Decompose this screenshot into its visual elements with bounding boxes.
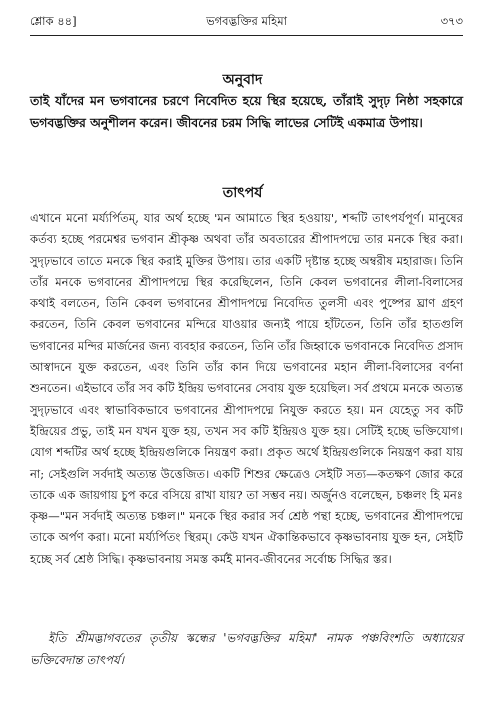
verse-reference: শ্লোক ৪৪]: [30, 13, 77, 28]
running-title: ভগবদ্ভক্তির মহিমা: [206, 13, 287, 28]
purport-text: এখানে মনো মর্য্যর্পিতম্, যার অর্থ হচ্ছে 'মন আমাতে স্থির হওয়ায়', শব্দটি তাৎপর্যপূর্ণ। মানুষের কর্তব্য হচ্ছে পরমেশ্বর ভগবান শ্রীকৃষ্ণ অথবা তাঁর অবতারের শ্রীপাদপদ্মে তার মনকে স্থির করা। সুদৃঢ়ভাবে তাতে মনকে স্থির করাই মুক্তির উপায়। তার একটি দৃষ্টান্ত হচ্ছে অম্বরীষ মহারাজ। তিনি তাঁর মনকে ভগবানের শ্রীপাদপদ্মে স্থির করেছিলেন, তিনি কেবল ভগবানের লীলা-বিলাসের কথাই বলতেন, তিনি কেবল ভগবানের শ্রীপাদপদ্মে নিবেদিত তুলসী এবং পুষ্পের ঘ্রাণ গ্রহণ করতেন, তিনি কেবল ভগবানের মন্দিরে যাওয়ার জন্যই পায়ে হাঁটতেন, তিনি তাঁর হাতগুলি ভগবানের মন্দির মার্জনের জন্য ব্যবহার করতেন, তিনি তাঁর জিহ্বাকে ভগবানকে নিবেদিত প্রসাদ আস্বাদনে যুক্ত করতেন, এবং তিনি তাঁর কান দিয়ে ভগবানের মহান লীলা-বিলাসের বর্ণনা শুনতেন। এইভাবে তাঁর সব কটি ইন্দ্রিয় ভগবানের সেবায় যুক্ত হয়েছিল। সর্ব প্রথমে মনকে অত্যন্ত সুদৃঢ়ভাবে এবং স্বাভাবিকভাবে ভগবানের শ্রীপাদপদ্মে নিযুক্ত করতে হয়। মন যেহেতু সব কটি ইন্দ্রিয়ের প্রভু, তাই মন যখন যুক্ত হয়, তখন সব কটি ইন্দ্রিয়ও যুক্ত হয়। সেটিই হচ্ছে ভক্তিযোগ। যোগ শব্দটির অর্থ হচ্ছে ইন্দ্রিয়গুলিকে নিয়ন্ত্রণ করা। প্রকৃত অর্থে ইন্দ্রিয়গুলিকে নিয়ন্ত্রণ করা যায় না; সেইগুলি সর্বদাই অত্যন্ত উত্তেজিত। একটি শিশুর ক্ষেত্রেও সেইটি সত্য—কতক্ষণ জোর করে তাকে এক জায়গায় চুপ করে বসিয়ে রাখা যায়? তা সম্ভব নয়। অর্জুনও বলেছেন, চঞ্চলং হি মনঃ কৃষ্ণ—"মন সর্বদাই অত্যন্ত চঞ্চল।" মনকে স্থির করার সর্ব শ্রেষ্ঠ পন্থা হচ্ছে, ভগবানের শ্রীপাদপদ্মে তাকে অর্পণ করা। মনো মর্য্যর্পিতং স্থিরম্। কেউ যখন ঐকান্তিকভাবে কৃষ্ণভাবনায় যুক্ত হন, সেইটি হচ্ছে সর্ব শ্রেষ্ঠ সিদ্ধি। কৃষ্ণভাবনায় সমস্ত কর্মই মানব-জীবনের সর্বোচ্চ সিদ্ধির স্তর।: [30, 211, 463, 566]
running-header: [30, 12, 463, 36]
translation-text: তাই যাঁদের মন ভগবানের চরণে নিবেদিত হয়ে স্থির হয়েছে, তাঁরাই সুদৃঢ় নিষ্ঠা সহকারে ভগবদ্ভক্তির অনুশীলন করেন। জীবনের চরম সিদ্ধি লাভের সেটিই একমাত্র উপায়।: [30, 93, 463, 130]
translation-heading: অনুবাদ: [222, 72, 263, 88]
chapter-colophon: [30, 627, 463, 671]
colophon-text: ইতি শ্রীমদ্ভাগবতের তৃতীয় স্কন্ধের 'ভগবদ্ভক্তির মহিমা' নামক পঞ্চবিংশতি অধ্যায়ের ভক্তিবেদান্ত তাৎপর্য।: [30, 631, 463, 667]
purport-heading: তাৎপর্য: [222, 185, 263, 201]
page-number: ৩৭৩: [440, 13, 463, 28]
